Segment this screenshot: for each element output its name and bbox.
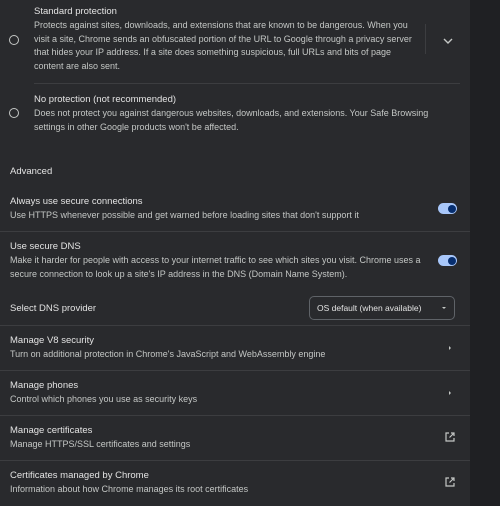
- scrollbar-track[interactable]: [470, 0, 500, 506]
- standard-protection-title: Standard protection: [34, 6, 117, 17]
- secure-connections-desc: Use HTTPS whenever possible and get warned before loading sites that don't support it: [10, 210, 359, 220]
- dns-provider-selected: OS default (when available): [317, 303, 422, 313]
- dropdown-caret-icon: [440, 304, 448, 312]
- manage-certificates-title: Manage certificates: [10, 425, 93, 436]
- toggle-knob: [448, 257, 456, 265]
- chrome-certificates-title: Certificates managed by Chrome: [10, 470, 149, 481]
- expand-divider: [425, 24, 426, 54]
- divider: [0, 460, 470, 461]
- standard-protection-desc-3: that hides your IP address. If a site does something suspicious, full URLs and bits of page: [34, 47, 392, 57]
- no-protection-desc-2: settings in other Google products won't be affected.: [34, 121, 239, 132]
- external-link-icon[interactable]: [444, 431, 456, 443]
- divider: [34, 83, 460, 84]
- toggle-knob: [448, 205, 456, 213]
- secure-dns-toggle[interactable]: [438, 255, 457, 266]
- manage-certificates-desc: Manage HTTPS/SSL certificates and settings: [10, 439, 191, 449]
- secure-dns-title: Use secure DNS: [10, 241, 81, 252]
- secure-dns-row[interactable]: [10, 240, 430, 281]
- manage-certificates-row[interactable]: [10, 424, 430, 452]
- divider: [0, 370, 470, 371]
- dns-provider-select[interactable]: [309, 296, 455, 320]
- no-protection-title: No protection (not recommended): [34, 94, 177, 105]
- radio-no-protection[interactable]: [9, 108, 19, 118]
- v8-security-row[interactable]: [10, 334, 440, 362]
- secure-dns-desc-1: Make it harder for people with access to your internet traffic to see which sites you visit. Chrome uses a: [10, 255, 421, 265]
- v8-security-desc: Turn on additional protection in Chrome's JavaScript and WebAssembly engine: [10, 349, 326, 359]
- chevron-right-icon[interactable]: [444, 387, 456, 399]
- standard-protection-option[interactable]: [34, 5, 414, 73]
- v8-security-title: Manage V8 security: [10, 335, 94, 346]
- manage-phones-title: Manage phones: [10, 380, 79, 391]
- divider: [0, 415, 470, 416]
- standard-protection-desc-4: content are also sent.: [34, 60, 121, 71]
- divider: [0, 325, 470, 326]
- secure-dns-desc-2: secure connection to look up a site's IP address in the DNS (Domain Name System).: [10, 268, 348, 279]
- no-protection-option[interactable]: [34, 93, 454, 134]
- secure-connections-row[interactable]: [10, 195, 420, 223]
- advanced-heading: Advanced: [10, 166, 53, 177]
- manage-phones-row[interactable]: [10, 379, 440, 407]
- dns-provider-label: Select DNS provider: [10, 303, 97, 314]
- expand-button[interactable]: [441, 34, 455, 46]
- radio-standard-protection[interactable]: [9, 35, 19, 45]
- secure-connections-toggle[interactable]: [438, 203, 457, 214]
- standard-protection-desc-2: visit a site, Chrome sends an obfuscated portion of the URL to Google through a privacy server: [34, 33, 412, 44]
- secure-connections-title: Always use secure connections: [10, 196, 143, 207]
- chevron-down-icon: [441, 35, 455, 47]
- divider: [0, 231, 470, 232]
- manage-phones-desc: Control which phones you use as security keys: [10, 394, 198, 404]
- standard-protection-desc-1: Protects against sites, downloads, and extensions that are known to be dangerous. When you: [34, 20, 408, 30]
- external-link-icon[interactable]: [444, 476, 456, 488]
- no-protection-desc-1: Does not protect you against dangerous websites, downloads, and extensions. Your Safe Browsing: [34, 108, 429, 118]
- chrome-certificates-row[interactable]: [10, 469, 430, 497]
- chrome-certificates-desc: Information about how Chrome manages its root certificates: [10, 484, 249, 494]
- chevron-right-icon[interactable]: [444, 342, 456, 354]
